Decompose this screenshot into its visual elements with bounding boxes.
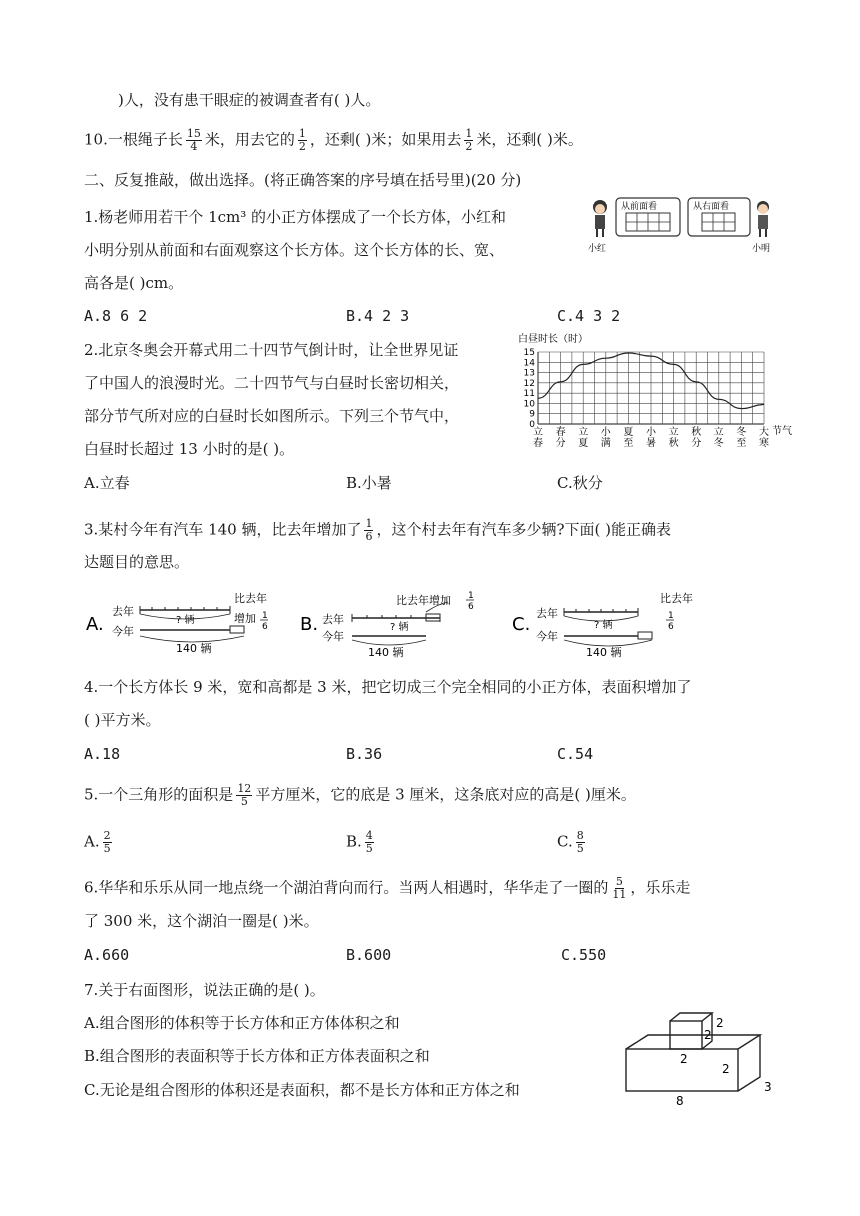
- q6-option-b: B.600: [346, 946, 392, 964]
- q4-option-b: B.36: [346, 745, 383, 763]
- q9-tail: )人，没有患干眼症的被调查者有( )人。: [118, 91, 381, 109]
- chart-x-tick-label: 小满: [600, 427, 611, 449]
- q3-c-unknown: ? 辆: [594, 620, 613, 631]
- q3-b-note: 比去年增加: [396, 594, 451, 607]
- q10-part4: 米，还剩( )米。: [476, 130, 583, 149]
- q10-f1-den: 4: [190, 140, 198, 153]
- q5-option-b: [346, 830, 377, 855]
- right-view-label: 从右面看: [693, 202, 730, 212]
- section-2-title: 二、反复推敲，做出选择。(将正确答案的序号填在括号里)(20 分): [84, 171, 522, 189]
- chart-x-tick-label: 立春: [533, 427, 543, 449]
- chart-x-tick-label: 夏至: [623, 427, 634, 449]
- q6-part2: ，乐乐走: [630, 878, 691, 897]
- q10-fraction-3: [464, 128, 473, 153]
- chart-x-tick-label: 大寒: [759, 427, 769, 449]
- q3-f-num: 1: [365, 517, 373, 530]
- chart-x-ticks: [533, 425, 769, 449]
- q3-c-last-year: 去年: [536, 607, 558, 620]
- q10-part3: ，还剩( )米；如果用去: [309, 130, 462, 149]
- q2-option-c: C.秋分: [557, 474, 603, 492]
- q1-option-a: A.8 6 2: [84, 307, 148, 325]
- q1-line2: 小明分别从前面和右面观察这个长方体。这个长方体的长、宽、: [84, 241, 505, 259]
- q7-option-c: C.无论是组合图形的体积还是表面积，都不是长方体和正方体之和: [84, 1081, 520, 1099]
- front-view-label: 从前面看: [621, 202, 658, 212]
- q3-b-frac-num: 1: [468, 591, 474, 601]
- chart-grid: [538, 352, 764, 424]
- q10-f1-num: 15: [186, 127, 201, 140]
- q6-f-den: 11: [612, 888, 627, 901]
- q3-a-unknown: ? 辆: [176, 615, 195, 626]
- q6-fraction: [611, 876, 627, 901]
- daylight-chart: [514, 330, 804, 454]
- q7-option-b: B.组合图形的表面积等于长方体和正方体表面积之和: [84, 1047, 430, 1065]
- q5-a-letter: A.: [84, 832, 100, 851]
- q1-option-b: B.4 2 3: [346, 307, 410, 325]
- q3-fraction: [364, 518, 373, 543]
- q6-option-a: A.660: [84, 946, 130, 964]
- chart-x-tick-label: 春分: [555, 427, 566, 449]
- q6-line1: [84, 876, 690, 901]
- q3-diagram-c: [510, 588, 710, 660]
- chart-y-axis-label: 白昼时长（时）: [518, 334, 588, 345]
- chart-y-ticks: [524, 348, 536, 430]
- q5-b-den: 5: [365, 842, 373, 855]
- q6-line2: 了 300 米，这个湖泊一圈是( )米。: [84, 912, 319, 930]
- q10-f2-num: 1: [298, 127, 306, 140]
- q5-f-den: 5: [240, 795, 248, 808]
- q7-label-cube-h: 2: [704, 1028, 712, 1042]
- q3-line1: [84, 518, 671, 543]
- q6-option-c: C.550: [561, 946, 607, 964]
- girl-icon: [593, 200, 607, 237]
- q2-option-b: B.小暑: [346, 474, 392, 492]
- q10-f3-num: 1: [465, 127, 473, 140]
- q7-label-width: 3: [764, 1080, 772, 1094]
- q3-c-letter: C.: [512, 614, 531, 635]
- q4-line1: 4.一个长方体长 9 米，宽和高都是 3 米，把它切成三个完全相同的小正方体，表面积增加了: [84, 678, 692, 696]
- q1-views-figure: [588, 193, 778, 255]
- q3-b-last-year: 去年: [322, 613, 344, 626]
- q7-solid-figure: [618, 1005, 794, 1107]
- q4-line2: ( )平方米。: [84, 711, 161, 729]
- chart-y-tick-label: 13: [523, 368, 535, 379]
- q3-b-total: 140 辆: [368, 646, 404, 659]
- q3-a-note: 比去年: [234, 592, 267, 605]
- q1-line1: 1.杨老师用若干个 1cm³ 的小正方体摆成了一个长方体，小红和: [84, 208, 507, 226]
- q10-f2-den: 2: [298, 140, 306, 153]
- q5-part2: 平方厘米，它的底是 3 厘米，这条底对应的高是( )厘米。: [255, 785, 636, 804]
- q5-a-den: 5: [103, 842, 111, 855]
- q5-f-num: 12: [237, 782, 252, 795]
- q4-option-a: A.18: [84, 745, 121, 763]
- q2-line4: 白昼时长超过 13 小时的是( )。: [84, 440, 295, 458]
- q3-a-frac-num: 1: [262, 611, 268, 621]
- q3-c-frac-num: 1: [668, 611, 674, 621]
- q3-c-this-year: 今年: [536, 630, 558, 643]
- q6-f-num: 5: [615, 875, 623, 888]
- chart-x-tick-label: 立秋: [668, 427, 679, 449]
- chart-x-tick-label: 秋分: [691, 427, 702, 449]
- q10-text: [84, 128, 583, 153]
- q5-c-den: 5: [576, 842, 584, 855]
- q3-part2: ，这个村去年有汽车多少辆?下面( )能正确表: [376, 520, 672, 539]
- q7-label-box-h: 2: [722, 1062, 730, 1076]
- q5-b-letter: B.: [346, 832, 362, 851]
- q5-c-letter: C.: [557, 832, 573, 851]
- q3-a-note2: 增加: [234, 612, 256, 625]
- q3-a-this-year: 今年: [112, 625, 134, 638]
- q10-fraction-2: [298, 128, 307, 153]
- chart-x-tick-label: 冬至: [736, 427, 747, 449]
- chart-x-tick-label: 小暑: [646, 427, 656, 449]
- q5-line: [84, 783, 636, 808]
- chart-y-tick-label: 12: [523, 378, 535, 389]
- q5-fraction: [236, 783, 252, 808]
- boy-icon: [757, 201, 769, 237]
- q1-line3: 高各是( )cm。: [84, 274, 184, 292]
- chart-x-axis-label: 节气: [772, 426, 792, 437]
- q3-diagram-b: [298, 588, 498, 660]
- chart-y-tick-label: 14: [523, 358, 535, 369]
- q3-diagram-a: [84, 588, 284, 660]
- chart-x-tick-label: 立夏: [578, 427, 589, 449]
- chart-y-tick-label: 0: [529, 420, 535, 430]
- q3-b-letter: B.: [300, 614, 319, 635]
- q2-line3: 部分节气所对应的白昼时长如图所示。下列三个节气中，: [84, 407, 460, 425]
- q3-c-frac-den: 6: [668, 622, 674, 632]
- q3-line2: 达题目的意思。: [84, 553, 190, 571]
- q3-a-total: 140 辆: [176, 642, 212, 655]
- left-person-label: 小红: [588, 244, 607, 254]
- q7-label-length: 8: [676, 1094, 684, 1107]
- q2-line2: 了中国人的浪漫时光。二十四节气与白昼时长密切相关，: [84, 374, 460, 392]
- q3-a-last-year: 去年: [112, 605, 134, 618]
- q3-c-total: 140 辆: [586, 646, 622, 659]
- chart-y-tick-label: 10: [523, 399, 535, 410]
- q1-option-c: C.4 3 2: [557, 307, 621, 325]
- q3-c-note: 比去年: [660, 592, 693, 605]
- chart-y-tick-label: 9: [529, 409, 535, 420]
- q3-a-letter: A.: [86, 614, 104, 635]
- q2-line1: 2.北京冬奥会开幕式用二十四节气倒计时，让全世界见证: [84, 341, 459, 359]
- q7-label-front-mid: 2: [680, 1052, 688, 1066]
- chart-y-tick-label: 15: [523, 348, 535, 358]
- q7-stem: 7.关于右面图形，说法正确的是( )。: [84, 981, 325, 999]
- q10-part2: 米，用去它的: [204, 130, 295, 149]
- q5-option-c: [557, 830, 588, 855]
- q7-option-a: A.组合图形的体积等于长方体和正方体体积之和: [84, 1014, 400, 1032]
- chart-y-tick-label: 11: [523, 389, 535, 400]
- q3-f-den: 6: [365, 530, 373, 543]
- q5-a-num: 2: [103, 829, 111, 842]
- q10-fraction-1: [186, 128, 202, 153]
- q5-option-a: [84, 830, 115, 855]
- q2-option-a: A.立春: [84, 474, 130, 492]
- q4-option-c: C.54: [557, 745, 594, 763]
- q6-part1: 6.华华和乐乐从同一地点绕一个湖泊背向而行。当两人相遇时，华华走了一圈的: [84, 878, 609, 897]
- right-person-label: 小明: [752, 244, 771, 254]
- q3-b-unknown: ? 辆: [390, 622, 409, 633]
- q3-part1: 3.某村今年有汽车 140 辆，比去年增加了: [84, 520, 362, 539]
- q5-c-num: 8: [576, 829, 584, 842]
- q7-label-cube-top: 2: [716, 1016, 724, 1030]
- chart-x-tick-label: 立冬: [713, 427, 724, 449]
- q5-part1: 5.一个三角形的面积是: [84, 785, 234, 804]
- q10-part1: 10.一根绳子长: [84, 130, 183, 149]
- q10-f3-den: 2: [465, 140, 473, 153]
- q3-a-frac-den: 6: [262, 622, 268, 632]
- q5-b-num: 4: [365, 829, 373, 842]
- q3-b-this-year: 今年: [322, 630, 344, 643]
- q3-b-frac-den: 6: [468, 602, 474, 612]
